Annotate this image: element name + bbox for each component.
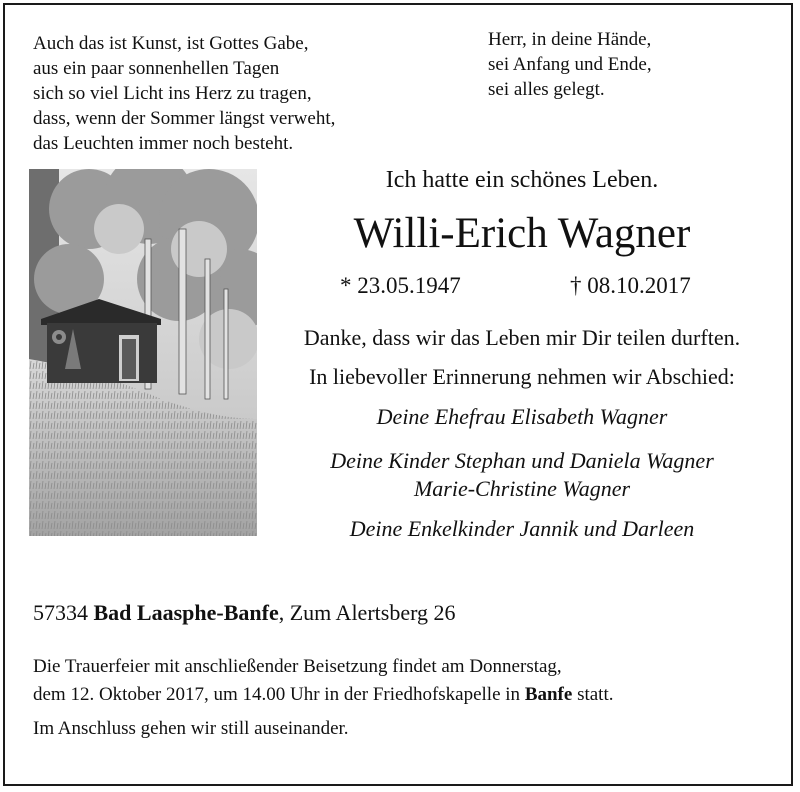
poem-right-line: Herr, in deine Hände, bbox=[488, 29, 652, 50]
family-mourner: Deine Kinder Stephan und Daniela Wagner bbox=[330, 448, 714, 473]
cabin-in-forest-photo bbox=[29, 169, 257, 536]
address-street: , Zum Alertsberg 26 bbox=[278, 600, 456, 625]
service-text-end: statt. bbox=[572, 684, 614, 705]
death-date: † 08.10.2017 bbox=[570, 273, 691, 298]
poem-left-line: sich so viel Licht ins Herz zu tragen, bbox=[33, 83, 312, 104]
family-mourner: Deine Enkelkinder Jannik und Darleen bbox=[349, 516, 695, 541]
poem-left bbox=[33, 31, 335, 156]
poem-left-line: das Leuchten immer noch besteht. bbox=[33, 133, 294, 154]
poem-right bbox=[488, 27, 652, 102]
service-place: Banfe bbox=[524, 684, 573, 705]
poem-left-line: Auch das ist Kunst, ist Gottes Gabe, bbox=[33, 33, 309, 54]
poem-right-line: sei Anfang und Ende, bbox=[488, 54, 652, 75]
service-line-1: Die Trauerfeier mit anschließender Beisetzung findet am Donnerstag, bbox=[33, 656, 562, 677]
funeral-service-info bbox=[33, 653, 613, 709]
service-line-2 bbox=[33, 681, 613, 709]
poem-right-line: sei alles gelegt. bbox=[488, 79, 605, 100]
mourning-address bbox=[33, 600, 456, 626]
birth-date: * 23.05.1947 bbox=[340, 273, 461, 298]
farewell-line: In liebevoller Erinnerung nehmen wir Abschied: bbox=[309, 364, 735, 389]
service-text: dem 12. Oktober 2017, um 14.00 Uhr in der Friedhofskapelle in bbox=[33, 684, 525, 705]
address-town: Bad Laasphe-Banfe bbox=[93, 600, 279, 625]
deceased-name: Willi-Erich Wagner bbox=[353, 210, 691, 257]
family-mourner: Deine Ehefrau Elisabeth Wagner bbox=[376, 404, 668, 429]
closing-line: Im Anschluss gehen wir still auseinander. bbox=[33, 718, 349, 739]
motto: Ich hatte ein schönes Leben. bbox=[385, 167, 659, 193]
family-mourner: Marie-Christine Wagner bbox=[413, 476, 631, 501]
address-zip: 57334 bbox=[33, 600, 88, 625]
poem-left-line: aus ein paar sonnenhellen Tagen bbox=[33, 58, 280, 79]
thanks-line: Danke, dass wir das Leben mir Dir teilen durften. bbox=[303, 325, 741, 350]
poem-left-line: dass, wenn der Sommer längst verweht, bbox=[33, 108, 336, 129]
